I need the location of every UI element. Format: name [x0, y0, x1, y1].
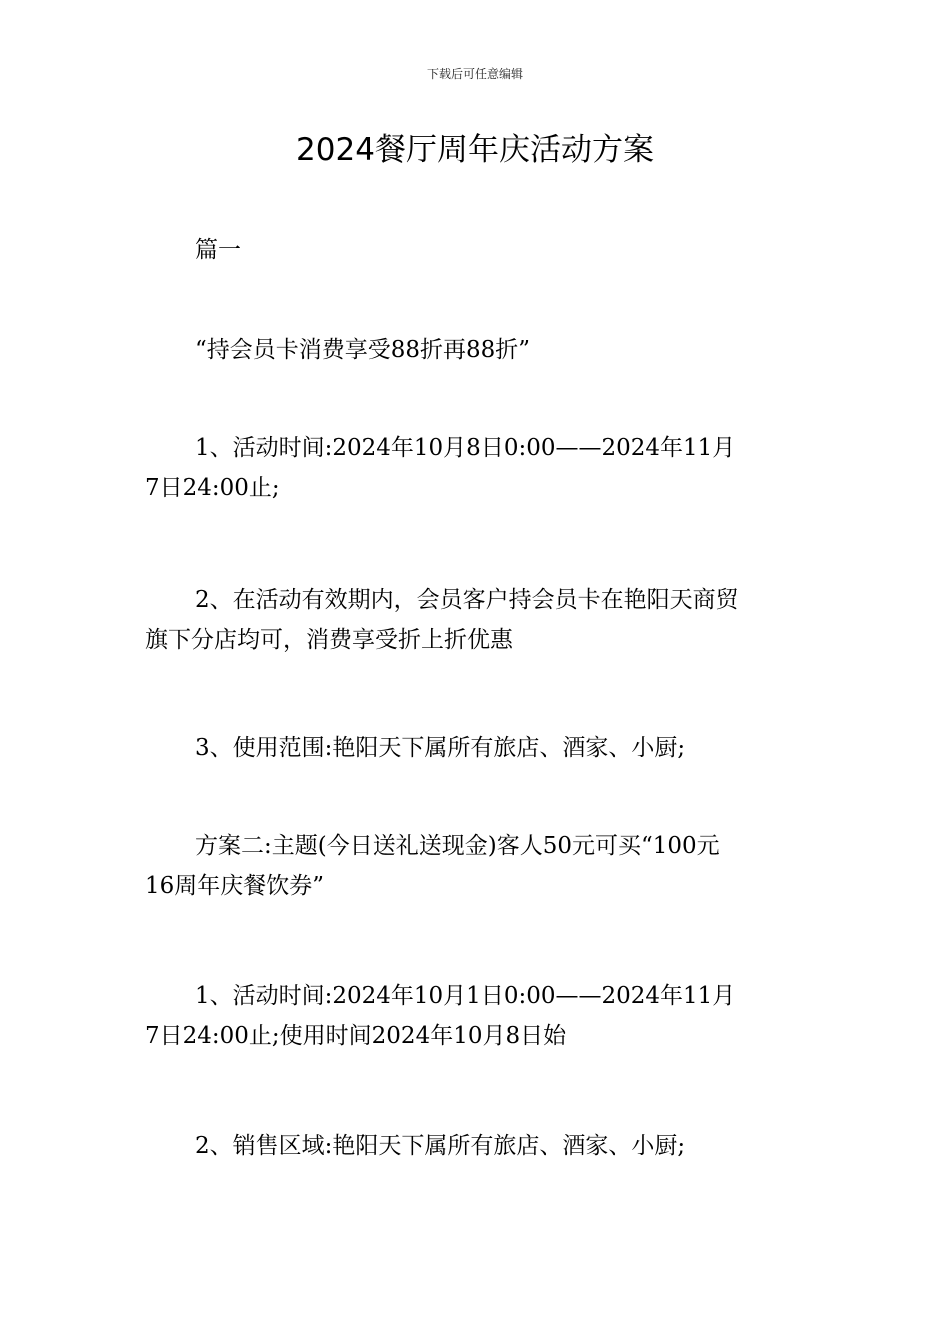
- paragraph-line: 2、销售区域:艳阳天下属所有旅店、酒家、小厨;: [195, 1133, 686, 1159]
- header-note: 下载后可任意编辑: [426, 67, 523, 81]
- paragraph-line: 7日24:00止;使用时间2024年10月8日始: [145, 1023, 567, 1049]
- paragraph-plan-two: [145, 826, 810, 906]
- paragraph-line: 16周年庆餐饮券”: [145, 873, 325, 899]
- paragraph-line: 2、在活动有效期内，会员客户持会员卡在艳阳天商贸: [195, 587, 739, 613]
- paragraph-line: 1、活动时间:2024年10月8日0:00——2024年11月: [195, 435, 736, 461]
- paragraph-activity-time: [145, 428, 810, 508]
- paragraph-line: 7日24:00止;: [145, 475, 280, 501]
- paragraph-slogan: [145, 330, 810, 370]
- paragraph-usage-scope: [145, 728, 810, 768]
- paragraph-line: “持会员卡消费享受88折再88折”: [195, 337, 531, 363]
- document-title: 2024餐厅周年庆活动方案: [296, 132, 654, 168]
- section-heading-part-one: [145, 230, 810, 270]
- paragraph-line: 3、使用范围:艳阳天下属所有旅店、酒家、小厨;: [195, 735, 686, 761]
- paragraph-sales-area: [145, 1126, 810, 1166]
- paragraph-line: 方案二:主题(今日送礼送现金)客人50元可买“100元: [195, 833, 720, 859]
- paragraph-line: 篇一: [195, 237, 241, 263]
- paragraph-plan-two-time: [145, 976, 810, 1056]
- paragraph-line: 旗下分店均可，消费享受折上折优惠: [145, 627, 513, 653]
- paragraph-member-discount: [145, 580, 810, 660]
- paragraph-line: 1、活动时间:2024年10月1日0:00——2024年11月: [195, 983, 736, 1009]
